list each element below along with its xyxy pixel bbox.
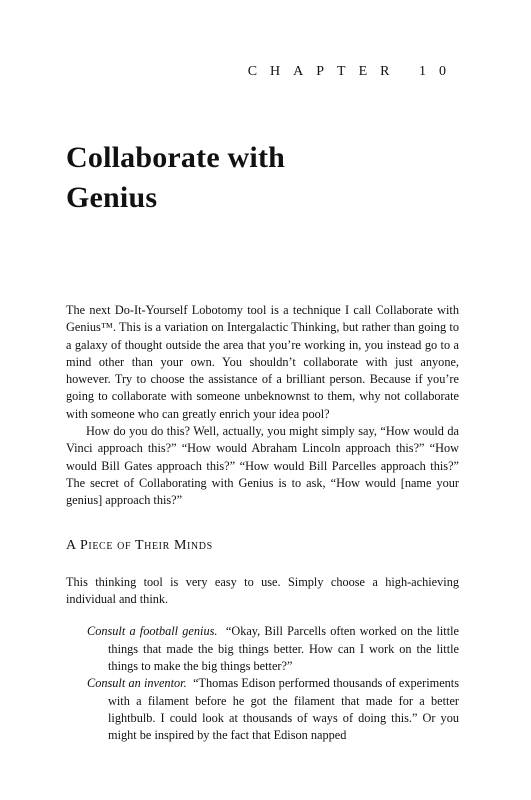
intro-paragraph-2: How do you do this? Well, actually, you might simply say, “How would da Vinci approach this?” “How would Abraham Lincoln approach this?” “How would Bill Gates approach this?” “How would Bill Parcelles approach this?” The secret of Collaborating with Genius is to ask, “How would [name your genius] approach this?”	[66, 424, 459, 508]
intro-paragraph-1: The next Do-It-Yourself Lobotomy tool is a technique I call Collaborate with Genius™. This is a variation on Intergalactic Thinking, but rather than going to a galaxy of thought outside the area that you’re working in, you instead go to a mind other than your own. You shouldn’t collaborate with just anyone, however. Try to choose the assistance of a brilliant person. Because if you’re going to collaborate with someone unbeknownst to them, why not collaborate with someone who can greatly enrich your idea pool?	[66, 303, 459, 421]
section-heading: A Piece of Their Minds	[66, 537, 213, 553]
list-item-lead: Consult an inventor.	[87, 676, 187, 691]
list-item-inventor	[66, 675, 459, 744]
consult-list	[66, 623, 459, 744]
chapter-title	[66, 138, 486, 218]
chapter-label: CHAPTER 10	[247, 64, 459, 79]
list-item-lead: Consult a football genius.	[87, 624, 218, 639]
list-item-text: “Okay, Bill Parcells often worked on the little things that made the big things better. How can I work on the little things to make the big things better?”	[108, 624, 459, 674]
body-text	[66, 302, 459, 745]
list-item-football	[66, 623, 459, 675]
chapter-title-line-2: Genius	[66, 181, 158, 214]
section-paragraph: This thinking tool is very easy to use. Simply choose a high-achieving individual and think.	[66, 574, 459, 607]
list-item-text: “Thomas Edison performed thousands of experiments with a filament before he got the filament that made for a better lightbulb. I could look at thousands of ways of doing this.” Or you might be inspired by the fact that Edison napped	[108, 676, 460, 743]
chapter-title-line-1: Collaborate with	[66, 141, 286, 174]
